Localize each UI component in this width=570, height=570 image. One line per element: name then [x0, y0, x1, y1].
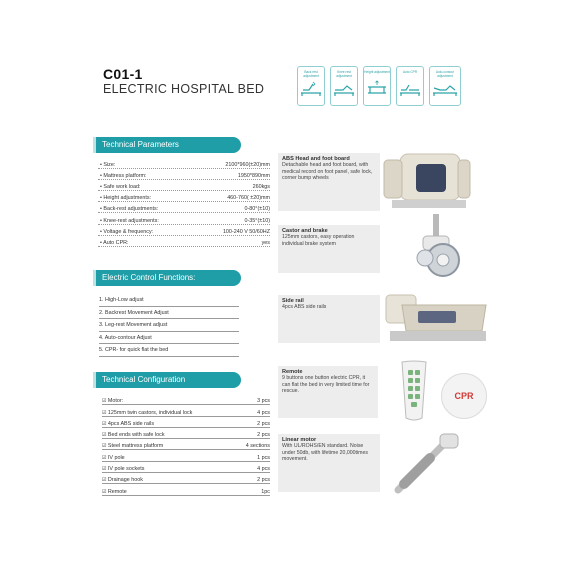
table-row — [102, 417, 270, 428]
param-label: • Height adjustments: — [98, 195, 151, 201]
table-row — [98, 202, 270, 213]
config-label: ☑ IV pole sockets — [102, 466, 144, 472]
config-label: ☑ Motor: — [102, 398, 123, 404]
function-card — [363, 66, 391, 106]
function-icons — [297, 66, 461, 106]
table-row — [102, 439, 270, 450]
table-row — [102, 405, 270, 416]
param-value: 0-80°(±10) — [244, 206, 270, 213]
table-row — [102, 428, 270, 439]
table-row — [102, 473, 270, 484]
config-value: 2 pcs — [257, 432, 270, 439]
table-row — [102, 394, 270, 405]
feature-remote — [278, 366, 378, 418]
technical-configuration-header: Technical Configuration — [96, 372, 241, 388]
feature-description: 4pcs ABS side rails — [282, 304, 327, 310]
function-card — [330, 66, 358, 106]
function-card — [396, 66, 424, 106]
headboard-image — [382, 150, 472, 214]
config-value: 1pc — [261, 488, 270, 495]
feature-title: Side rail — [282, 298, 304, 304]
function-label: Knee rest adjustment — [336, 70, 352, 78]
feature-description: With UL/ROHS/EN standard. Noise under 50db, with lifetime 20,000times movement. — [282, 443, 368, 463]
feature-headboard — [278, 153, 380, 211]
table-row — [98, 191, 270, 202]
config-value: 1 pcs — [257, 454, 270, 461]
param-label: • Safe work load: — [98, 184, 141, 190]
function-label: Height adjustment — [364, 70, 390, 74]
model-number: C01-1 — [103, 66, 143, 82]
config-label: ☑ IV pole — [102, 455, 125, 461]
table-row — [102, 462, 270, 473]
config-value: 4 pcs — [257, 409, 270, 416]
feature-side-rail — [278, 295, 380, 343]
cpr-badge: CPR — [441, 373, 487, 419]
config-value: 2 pcs — [257, 477, 270, 484]
feature-title: Remote — [282, 369, 303, 375]
technical-parameters-header: Technical Parameters — [96, 137, 241, 153]
function-card — [429, 66, 461, 106]
param-label: • Mattress platform: — [98, 173, 147, 179]
param-label: • Voltage & frequency: — [98, 229, 153, 235]
feature-description: Detachable head and foot board, with medical record on foot panel, safe lock, corner bump wheels — [282, 162, 373, 182]
feature-description: 9 buttons one button electric CPR, it can flat the bed in very limited time for rescue. — [282, 375, 370, 395]
param-value: yes — [261, 239, 270, 246]
linear-motor-image — [390, 432, 470, 494]
feature-title: ABS Head and foot board — [282, 156, 350, 162]
list-item: 4. Auto-contour Adjust — [99, 332, 239, 345]
config-value: 4 pcs — [257, 466, 270, 473]
feature-description: 125mm castors, easy operation individual brake system — [282, 234, 355, 247]
list-item: 2. Backrest Movement Adjust — [99, 307, 239, 320]
table-row — [98, 213, 270, 224]
config-value: 4 sections — [245, 443, 270, 450]
config-value: 2 pcs — [257, 420, 270, 427]
feature-linear-motor — [278, 434, 380, 492]
param-value: 460-760( ±20)mm — [227, 195, 270, 202]
control-functions-list — [99, 294, 239, 357]
param-value: 0-35°(±10) — [244, 217, 270, 224]
feature-title: Linear motor — [282, 437, 317, 443]
param-value: 100-240 V 50/60HZ — [222, 228, 270, 235]
castor-image — [405, 214, 465, 278]
list-item: 3. Leg-rest Movement adjust — [99, 319, 239, 332]
list-item: 1. High-Low adjust — [99, 294, 239, 307]
param-label: • Auto CPR: — [98, 240, 129, 246]
table-row — [98, 225, 270, 236]
table-row — [98, 236, 270, 247]
remote-image — [394, 360, 434, 422]
param-label: • Knee-rest adjustments: — [98, 218, 159, 224]
table-row — [102, 484, 270, 495]
bed-height-icon — [365, 79, 389, 97]
config-label: ☑ 125mm twin castors, individual lock — [102, 410, 192, 416]
bed-contour-icon — [431, 79, 459, 97]
config-label: ☑ 4pcs ABS side rails — [102, 421, 154, 427]
param-label: • Size: — [98, 162, 115, 168]
technical-configuration-table — [102, 394, 270, 496]
control-functions-header: Electric Control Functions: — [96, 270, 241, 286]
bed-kneerest-icon — [332, 79, 356, 97]
table-row — [98, 169, 270, 180]
table-row — [102, 450, 270, 461]
bed-cpr-icon — [398, 79, 422, 97]
table-row — [98, 180, 270, 191]
function-card — [297, 66, 325, 106]
table-row — [98, 158, 270, 169]
function-label: Back rest adjustment — [303, 70, 319, 78]
param-value: 260kgs — [252, 184, 270, 191]
config-value: 3 pcs — [257, 398, 270, 405]
config-label: ☑ Remote — [102, 489, 127, 495]
feature-castor — [278, 225, 380, 273]
technical-parameters-table — [98, 158, 270, 247]
function-label: Auto CPR — [402, 70, 418, 74]
config-label: ☑ Steel mattress platform — [102, 443, 163, 449]
config-label: ☑ Bed ends with safe lock — [102, 432, 165, 438]
param-value: 1950*890mm — [237, 173, 270, 180]
param-value: 2100*960(±20)mm — [225, 162, 270, 169]
feature-title: Castor and brake — [282, 228, 328, 234]
list-item: 5. CPR- for quick flat the bed — [99, 344, 239, 357]
param-label: • Back-rest adjustments: — [98, 206, 158, 212]
function-label: Auto-contour adjustment — [435, 70, 455, 78]
product-title: ELECTRIC HOSPITAL BED — [103, 82, 265, 96]
config-label: ☑ Drainage hook — [102, 477, 143, 483]
bed-backrest-icon — [299, 79, 323, 97]
side-rail-image — [382, 291, 490, 349]
